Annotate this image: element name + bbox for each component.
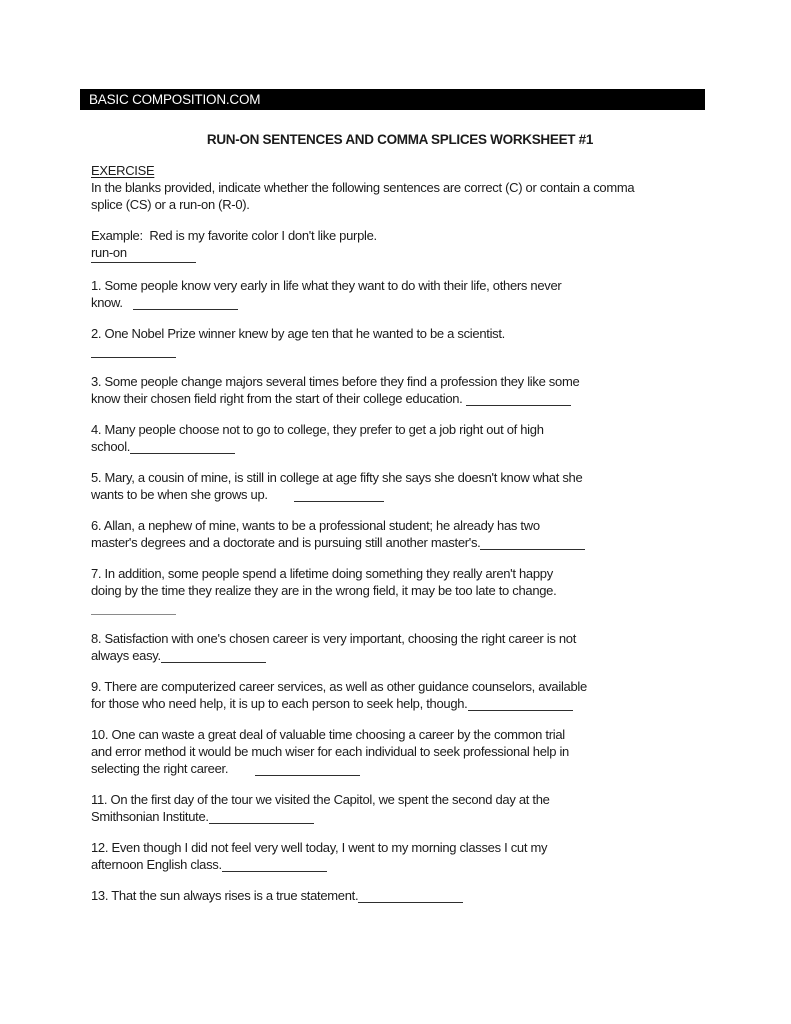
text-line: 2. One Nobel Prize winner knew by age ten that he wanted to be a scientist. xyxy=(91,326,505,341)
example-block xyxy=(91,227,709,263)
example-answer: run-on xyxy=(91,244,196,263)
text-line: 3. Some people change majors several times before they find a profession they like some xyxy=(91,374,580,389)
answer-blank[interactable] xyxy=(468,698,573,711)
answer-blank[interactable] xyxy=(222,859,327,872)
text-line: 13. That the sun always rises is a true statement. xyxy=(91,887,709,904)
text-line: 4. Many people choose not to go to college, they prefer to get a job right out of high xyxy=(91,422,544,437)
worksheet-item xyxy=(91,630,709,664)
text-line: 10. One can waste a great deal of valuable time choosing a career by the common trial xyxy=(91,727,565,742)
text-line: always easy. xyxy=(91,647,709,664)
answer-blank[interactable] xyxy=(91,602,176,615)
answer-blank[interactable] xyxy=(358,890,463,903)
worksheet-item xyxy=(91,678,709,712)
text-line: wants to be when she grows up. xyxy=(91,486,709,503)
answer-blank[interactable] xyxy=(161,650,266,663)
exercise-instructions xyxy=(91,179,709,213)
text-line: know. xyxy=(91,294,709,311)
text-line: 6. Allan, a nephew of mine, wants to be a professional student; he already has two xyxy=(91,518,540,533)
worksheet-item xyxy=(91,469,709,503)
text-line xyxy=(91,342,709,359)
text-line: 8. Satisfaction with one's chosen career is very important, choosing the right career is not xyxy=(91,631,577,646)
items-list xyxy=(91,277,709,904)
answer-blank[interactable] xyxy=(255,763,360,776)
text-line: school. xyxy=(91,438,709,455)
answer-blank[interactable] xyxy=(209,811,314,824)
answer-blank[interactable] xyxy=(294,489,384,502)
worksheet-item xyxy=(91,373,709,407)
text-line: afternoon English class. xyxy=(91,856,709,873)
answer-blank[interactable] xyxy=(466,393,571,406)
worksheet-item xyxy=(91,791,709,825)
text-line: selecting the right career. xyxy=(91,760,709,777)
text-line: 9. There are computerized career services, as well as other guidance counselors, available xyxy=(91,679,587,694)
text-line: master's degrees and a doctorate and is pursuing still another master's. xyxy=(91,534,709,551)
answer-blank[interactable] xyxy=(130,441,235,454)
text-line: doing by the time they realize they are in the wrong field, it may be too late to change. xyxy=(91,583,557,598)
text-line: know their chosen field right from the start of their college education. xyxy=(91,390,709,407)
answer-blank[interactable] xyxy=(91,345,176,358)
worksheet-item xyxy=(91,839,709,873)
worksheet-item xyxy=(91,726,709,777)
text-line: and error method it would be much wiser for each individual to seek professional help in xyxy=(91,744,569,759)
text-line: In the blanks provided, indicate whether the following sentences are correct (C) or contain a comma xyxy=(91,180,635,195)
text-line xyxy=(91,244,709,263)
worksheet-title: RUN-ON SENTENCES AND COMMA SPLICES WORKSHEET #1 xyxy=(206,132,594,147)
worksheet-item xyxy=(91,277,709,311)
text-line: 11. On the first day of the tour we visited the Capitol, we spent the second day at the xyxy=(91,792,550,807)
worksheet-item xyxy=(91,565,709,616)
site-header-bar xyxy=(80,89,705,110)
text-line: Example: Red is my favorite color I don't like purple. xyxy=(91,228,377,243)
text-line: splice (CS) or a run-on (R-0). xyxy=(91,197,250,212)
site-name: BASIC COMPOSITION.COM xyxy=(89,92,261,107)
text-line: Smithsonian Institute. xyxy=(91,808,709,825)
answer-blank[interactable] xyxy=(133,297,238,310)
text-line: 7. In addition, some people spend a lifetime doing something they really aren't happy xyxy=(91,566,553,581)
worksheet-item xyxy=(91,887,709,904)
answer-blank[interactable] xyxy=(480,537,585,550)
text-line: 1. Some people know very early in life what they want to do with their life, others never xyxy=(91,278,562,293)
text-line: 12. Even though I did not feel very well today, I went to my morning classes I cut my xyxy=(91,840,548,855)
text-line: 5. Mary, a cousin of mine, is still in college at age fifty she says she doesn't know what she xyxy=(91,470,583,485)
worksheet-item xyxy=(91,325,709,359)
text-line xyxy=(91,599,709,616)
worksheet-content xyxy=(91,127,709,904)
text-line: for those who need help, it is up to each person to seek help, though. xyxy=(91,695,709,712)
exercise-heading: EXERCISE xyxy=(91,163,155,178)
worksheet-item xyxy=(91,421,709,455)
worksheet-item xyxy=(91,517,709,551)
